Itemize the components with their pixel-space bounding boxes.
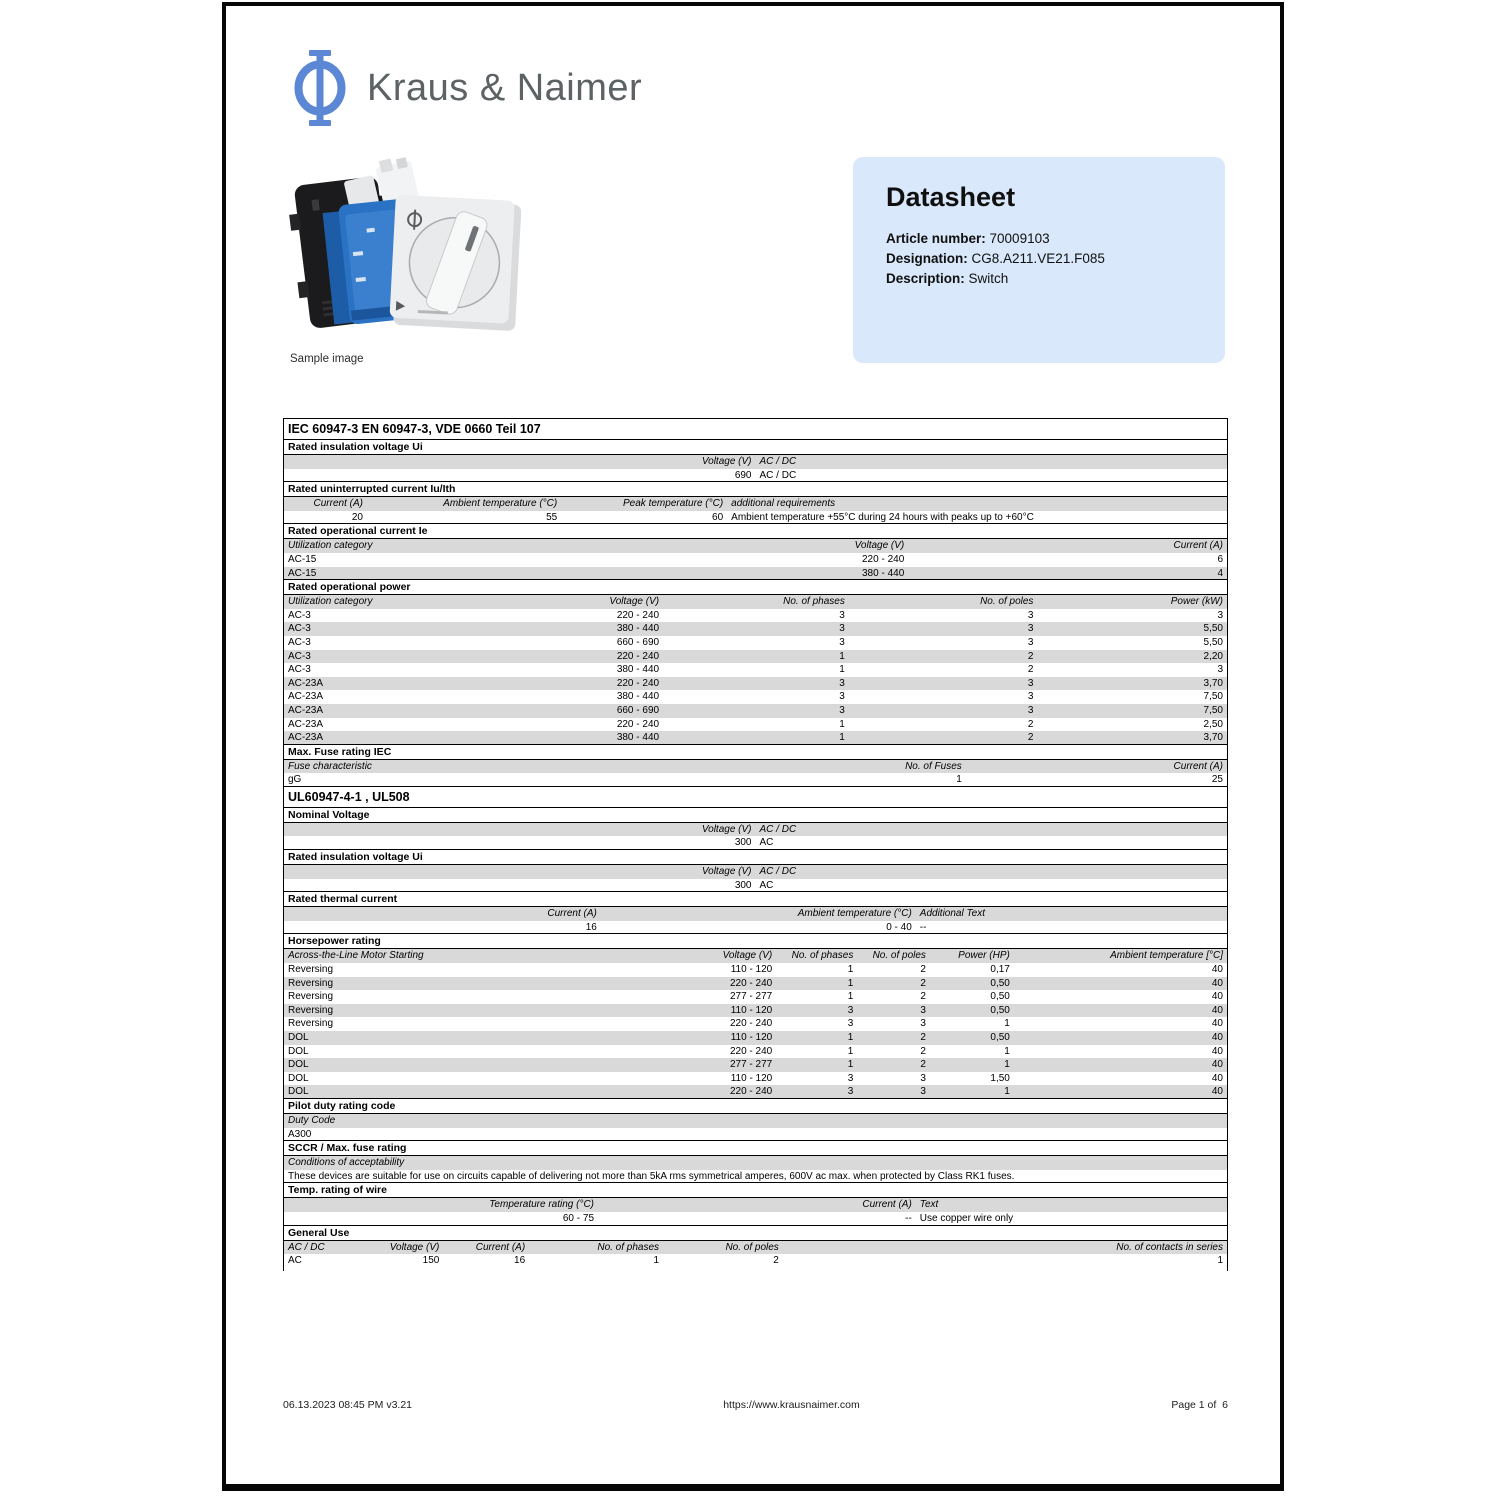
- column-header: Ambient temperature (°C): [367, 497, 561, 511]
- column-header: No. of poles: [849, 595, 1038, 609]
- column-header: No. of contacts in series: [783, 1241, 1227, 1255]
- spec-cell: 1: [1004, 1018, 1010, 1030]
- spec-cell: DOL: [284, 1058, 567, 1072]
- row-group-label: SCCR / Max. fuse rating: [284, 1140, 1227, 1156]
- spec-subtable: [284, 497, 1227, 524]
- row-group-label: Nominal Voltage: [284, 807, 1227, 823]
- column-header: Voltage (V): [284, 865, 756, 879]
- spec-cell: 3: [857, 1004, 930, 1018]
- spec-cell: 380 - 440: [473, 731, 663, 745]
- spec-cell: 220 - 240: [616, 718, 660, 730]
- spec-cell: 300: [734, 837, 752, 849]
- info-field: Article number: 70009103: [886, 231, 1050, 246]
- spec-cell: 1: [776, 977, 857, 991]
- spec-subtable: [284, 760, 1227, 787]
- spec-cell: 3: [847, 1072, 854, 1084]
- spec-cell: 40: [1211, 1045, 1223, 1057]
- datasheet-title: Datasheet: [886, 182, 1016, 212]
- spec-cell: 3: [1027, 609, 1034, 621]
- page-footer: [283, 1399, 1228, 1415]
- spec-cell: 2: [773, 1255, 779, 1267]
- spec-cell: 40: [1014, 977, 1227, 991]
- spec-cell: 0,50: [930, 1031, 1014, 1045]
- spec-subtable: [284, 907, 1227, 934]
- specification-table: [283, 418, 1228, 1271]
- spec-cell: These devices are suitable for use on circuits capable of delivering not more than 5kA rms symmetrical amperes, 600V ac max. when protected by Class RK1 fuses.: [288, 1170, 1015, 1182]
- spec-cell: 16: [585, 921, 597, 933]
- spec-cell: 2: [857, 1058, 930, 1072]
- spec-cell: AC-23A: [284, 731, 473, 745]
- spec-cell: 220 - 240: [473, 677, 663, 691]
- spec-cell: 277 - 277: [567, 1058, 776, 1072]
- spec-cell: 3: [776, 1004, 857, 1018]
- spec-cell: AC-3: [284, 622, 473, 636]
- spec-cell: 110 - 120: [730, 1072, 773, 1084]
- column-header: Current (A): [966, 760, 1227, 774]
- spec-cell: 3,70: [1037, 731, 1227, 745]
- spec-cell: 3: [857, 1085, 930, 1099]
- spec-cell: 1: [776, 1058, 857, 1072]
- row-group-label: Rated operational power: [284, 579, 1227, 595]
- spec-cell: 2: [849, 650, 1038, 664]
- spec-cell: 4: [908, 567, 1227, 581]
- column-header: Temperature rating (°C): [284, 1198, 598, 1212]
- column-header: No. of poles: [857, 949, 930, 963]
- spec-subtable: [284, 1114, 1227, 1141]
- column-header: AC / DC: [756, 823, 1228, 837]
- spec-cell: 220 - 240: [729, 1018, 773, 1030]
- spec-cell: 380 - 440: [616, 664, 660, 676]
- spec-cell: AC-23A: [284, 704, 473, 718]
- spec-subtable: [284, 595, 1227, 745]
- column-header: AC / DC: [756, 455, 1228, 469]
- spec-cell: 110 - 120: [567, 1031, 776, 1045]
- row-group-label: Max. Fuse rating IEC: [284, 744, 1227, 760]
- column-header: Peak temperature (°C): [561, 497, 727, 511]
- spec-cell: 60: [712, 511, 724, 523]
- kraus-naimer-phi-logo-icon: [292, 50, 348, 126]
- row-group-label: Rated insulation voltage Ui: [284, 439, 1227, 455]
- column-header: No. of poles: [663, 1241, 783, 1255]
- column-header: Utilization category: [284, 539, 756, 553]
- column-header: Voltage (V): [473, 595, 663, 609]
- column-header: Current (A): [443, 1241, 529, 1255]
- spec-cell: 1: [663, 650, 849, 664]
- spec-cell: A300: [288, 1128, 312, 1140]
- spec-subtable: [284, 1241, 1227, 1268]
- column-header: Voltage (V): [284, 455, 756, 469]
- spec-cell: 1: [930, 1058, 1014, 1072]
- sample-image-caption: Sample image: [290, 353, 364, 365]
- spec-cell: AC-3: [288, 609, 311, 621]
- datasheet-info-card: [853, 157, 1225, 363]
- column-header: Text: [916, 1198, 1227, 1212]
- column-header: AC / DC: [756, 865, 1228, 879]
- column-header: Power (HP): [930, 949, 1014, 963]
- spec-cell: DOL: [288, 1045, 309, 1057]
- spec-subtable: [284, 949, 1227, 1099]
- spec-cell: 220 - 240: [567, 977, 776, 991]
- spec-cell: 3: [847, 1018, 854, 1030]
- column-header: Ambient temperature (°C): [601, 907, 916, 921]
- spec-cell: 380 - 440: [473, 622, 663, 636]
- spec-subtable: [284, 823, 1227, 850]
- spec-cell: 3: [920, 1072, 926, 1084]
- spec-cell: 220 - 240: [567, 1085, 776, 1099]
- section-title: UL60947-4-1 , UL508: [284, 786, 1227, 808]
- spec-cell: Reversing: [288, 991, 334, 1003]
- column-header: Current (A): [908, 539, 1227, 553]
- spec-cell: Use copper wire only: [919, 1212, 1014, 1224]
- spec-cell: 20: [351, 511, 363, 523]
- spec-subtable: [284, 865, 1227, 892]
- spec-cell: 0,50: [930, 977, 1014, 991]
- spec-cell: 150: [422, 1255, 440, 1267]
- spec-cell: AC-23A: [288, 691, 324, 703]
- row-group-label: General Use: [284, 1225, 1227, 1241]
- spec-cell: DOL: [284, 1085, 567, 1099]
- spec-cell: Ambient temperature +55°C during 24 hours with peaks up to +60°C: [731, 511, 1034, 523]
- spec-cell: 1: [847, 964, 854, 976]
- spec-cell: 3,70: [1037, 677, 1227, 691]
- spec-cell: 40: [1014, 1004, 1227, 1018]
- spec-cell: 1: [930, 1085, 1014, 1099]
- spec-cell: 277 - 277: [729, 991, 773, 1003]
- spec-cell: 2: [920, 1045, 926, 1057]
- spec-cell: 3: [920, 1018, 926, 1030]
- column-header: Power (kW): [1037, 595, 1227, 609]
- spec-cell: 3: [1027, 636, 1034, 648]
- spec-cell: 0,50: [930, 1004, 1014, 1018]
- spec-cell: 0,50: [990, 991, 1010, 1003]
- spec-cell: --: [905, 1212, 912, 1224]
- spec-cell: 1: [847, 991, 854, 1003]
- spec-cell: AC-23A: [288, 718, 324, 730]
- spec-cell: 2,50: [1203, 718, 1223, 730]
- spec-cell: AC: [759, 837, 774, 849]
- spec-cell: 0 - 40: [886, 921, 912, 933]
- spec-cell: 3: [1217, 664, 1223, 676]
- spec-cell: 6: [1217, 553, 1223, 565]
- brand-name: Kraus & Naimer: [367, 66, 643, 109]
- column-header: Additional Text: [916, 907, 1227, 921]
- spec-cell: 60 - 75: [562, 1212, 595, 1224]
- column-header: Current (A): [284, 497, 367, 511]
- spec-cell: 3: [839, 691, 845, 703]
- spec-cell: 1: [1004, 1045, 1010, 1057]
- spec-cell: Reversing: [284, 977, 567, 991]
- column-header: Voltage (V): [284, 823, 756, 837]
- spec-cell: AC-3: [288, 664, 311, 676]
- spec-cell: 3: [839, 609, 845, 621]
- spec-cell: 2: [1027, 718, 1034, 730]
- spec-cell: 3: [1027, 691, 1034, 703]
- row-group-label: Rated uninterrupted current Iu/Ith: [284, 481, 1227, 497]
- spec-cell: Reversing: [288, 964, 334, 976]
- spec-cell: AC-15: [288, 553, 317, 565]
- spec-cell: 55: [546, 511, 558, 523]
- spec-cell: 2: [857, 977, 930, 991]
- info-field: Designation: CG8.A211.VE21.F085: [886, 251, 1105, 266]
- spec-cell: 3: [849, 677, 1038, 691]
- spec-cell: 3: [663, 704, 849, 718]
- spec-cell: 3: [839, 636, 845, 648]
- spec-subtable: [284, 539, 1227, 580]
- switch-product-image: [288, 156, 526, 350]
- spec-cell: 40: [1211, 964, 1223, 976]
- spec-subtable: [284, 1156, 1227, 1183]
- spec-cell: 660 - 690: [616, 636, 660, 648]
- footer-url-link[interactable]: https://www.krausnaimer.com: [723, 1399, 860, 1411]
- spec-cell: 5,50: [1203, 636, 1223, 648]
- spec-cell: Reversing: [288, 1018, 334, 1030]
- spec-cell: 40: [1014, 1058, 1227, 1072]
- spec-cell: 220 - 240: [862, 553, 905, 565]
- spec-cell: DOL: [288, 1072, 309, 1084]
- spec-cell: 2: [857, 1031, 930, 1045]
- section-title: IEC 60947-3 EN 60947-3, VDE 0660 Teil 107: [284, 419, 1227, 440]
- spec-cell: 3: [663, 622, 849, 636]
- spec-cell: 7,50: [1037, 704, 1227, 718]
- spec-cell: 110 - 120: [567, 1004, 776, 1018]
- spec-cell: 40: [1014, 1085, 1227, 1099]
- datasheet-info-fields: [886, 229, 1192, 289]
- column-header: Voltage (V): [756, 539, 909, 553]
- spec-cell: 40: [1014, 1031, 1227, 1045]
- spec-cell: 5,50: [1037, 622, 1227, 636]
- spec-cell: 3: [776, 1085, 857, 1099]
- footer-date-version: 06.13.2023 08:45 PM v3.21: [283, 1399, 413, 1411]
- spec-cell: 3: [1217, 609, 1223, 621]
- spec-cell: Reversing: [284, 1004, 567, 1018]
- datasheet-page: [222, 2, 1284, 1491]
- spec-cell: AC-3: [284, 650, 473, 664]
- row-group-label: Pilot duty rating code: [284, 1098, 1227, 1114]
- spec-cell: 660 - 690: [473, 704, 663, 718]
- column-header: AC / DC: [284, 1241, 359, 1255]
- column-header: Utilization category: [284, 595, 473, 609]
- spec-cell: gG: [288, 774, 302, 786]
- spec-cell: AC / DC: [759, 469, 797, 481]
- spec-cell: 1: [839, 718, 845, 730]
- spec-cell: 2,20: [1037, 650, 1227, 664]
- spec-cell: AC-23A: [284, 677, 473, 691]
- spec-cell: 380 - 440: [616, 691, 660, 703]
- spec-cell: 300: [734, 879, 752, 891]
- spec-cell: 690: [734, 469, 752, 481]
- column-header: Current (A): [284, 907, 601, 921]
- spec-cell: 7,50: [1203, 691, 1223, 703]
- spec-cell: 220 - 240: [616, 609, 660, 621]
- spec-cell: AC: [759, 879, 774, 891]
- spec-cell: 380 - 440: [756, 567, 909, 581]
- spec-cell: 1: [956, 774, 962, 786]
- column-header: No. of phases: [663, 595, 849, 609]
- column-header: No. of Fuses: [756, 760, 966, 774]
- column-header: No. of phases: [529, 1241, 663, 1255]
- spec-cell: 40: [1211, 1018, 1223, 1030]
- spec-cell: 2: [920, 964, 926, 976]
- spec-cell: 40: [1211, 1072, 1223, 1084]
- spec-subtable: [284, 1198, 1227, 1225]
- spec-cell: 220 - 240: [473, 650, 663, 664]
- spec-cell: 110 - 120: [730, 964, 773, 976]
- brand-header: [292, 50, 642, 126]
- spec-cell: AC-3: [288, 636, 311, 648]
- spec-cell: 1,50: [990, 1072, 1010, 1084]
- spec-subtable: [284, 455, 1227, 482]
- column-header: Ambient temperature [°C]: [1014, 949, 1227, 963]
- column-header: Voltage (V): [567, 949, 776, 963]
- row-group-label: Rated operational current Ie: [284, 523, 1227, 539]
- spec-cell: DOL: [284, 1031, 567, 1045]
- product-photo: [288, 156, 526, 350]
- spec-cell: 2: [849, 731, 1038, 745]
- column-header: additional requirements: [727, 497, 1227, 511]
- column-header: Duty Code: [284, 1114, 1227, 1128]
- column-header: Fuse characteristic: [284, 760, 756, 774]
- spec-cell: 3: [663, 677, 849, 691]
- spec-cell: 1: [839, 664, 845, 676]
- spec-cell: 1: [663, 731, 849, 745]
- spec-cell: 2: [920, 991, 926, 1003]
- spec-cell: 2: [1027, 664, 1034, 676]
- spec-cell: 40: [1211, 991, 1223, 1003]
- column-header: Current (A): [598, 1198, 916, 1212]
- spec-cell: 1: [776, 1031, 857, 1045]
- column-header: Voltage (V): [359, 1241, 443, 1255]
- row-group-label: Horsepower rating: [284, 933, 1227, 949]
- spec-cell: 1: [653, 1255, 660, 1267]
- spec-cell: 1: [1217, 1255, 1223, 1267]
- spec-cell: 3: [849, 704, 1038, 718]
- spec-cell: 25: [1211, 774, 1223, 786]
- spec-cell: AC-15: [284, 567, 756, 581]
- spec-cell: 3: [849, 622, 1038, 636]
- row-group-label: Temp. rating of wire: [284, 1182, 1227, 1198]
- info-field: Description: Switch: [886, 271, 1009, 286]
- column-header: Across-the-Line Motor Starting: [284, 949, 567, 963]
- row-group-label: Rated thermal current: [284, 891, 1227, 907]
- spec-cell: 16: [514, 1255, 526, 1267]
- spec-cell: 1: [847, 1045, 854, 1057]
- footer-page-number: Page 1 of 6: [1171, 1399, 1228, 1411]
- spec-cell: 220 - 240: [729, 1045, 773, 1057]
- column-header: Conditions of acceptability: [284, 1156, 1227, 1170]
- row-group-label: Rated insulation voltage Ui: [284, 849, 1227, 865]
- spec-cell: 0,17: [990, 964, 1010, 976]
- spec-cell: --: [919, 921, 927, 933]
- column-header: No. of phases: [776, 949, 857, 963]
- spec-cell: AC: [288, 1255, 302, 1267]
